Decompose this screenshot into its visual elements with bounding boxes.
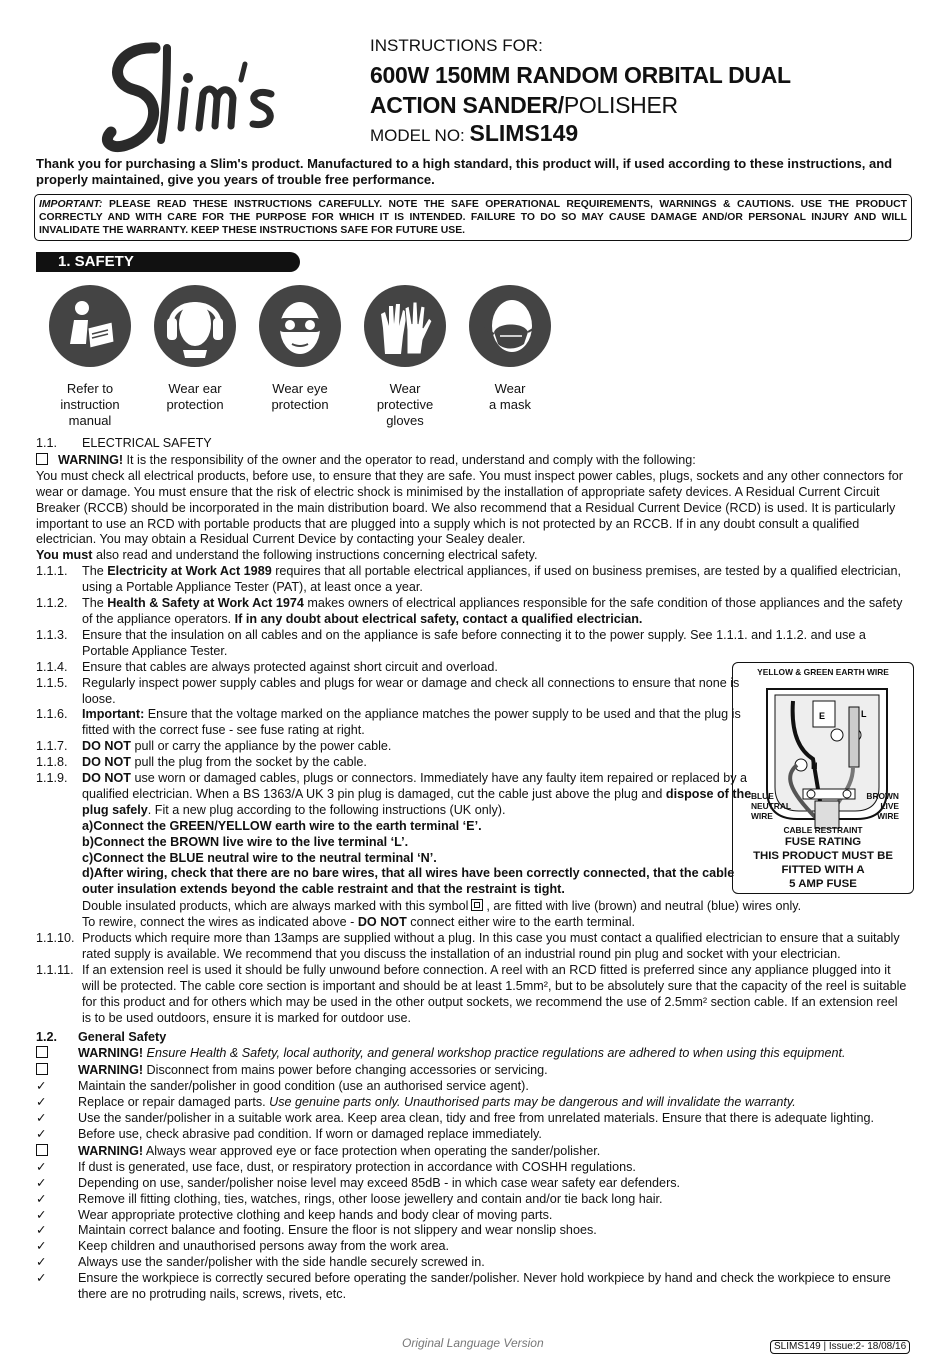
fuse-rating: FUSE RATING THIS PRODUCT MUST BE FITTED WITH A 5 AMP FUSE: [753, 836, 893, 890]
earth-wire-label: YELLOW & GREEN EARTH WIRE: [757, 667, 889, 677]
instructions-for-label: INSTRUCTIONS FOR:: [370, 36, 543, 55]
section-safety-heading: 1. SAFETY: [36, 252, 300, 272]
check-icon: ✓: [36, 1175, 47, 1190]
footer-language: Original Language Version: [402, 1336, 544, 1350]
slims-logo: [95, 28, 315, 158]
wiring-step-b: b)Connect the BROWN live wire to the live terminal ‘L’.: [82, 834, 409, 849]
general-safety-item: ✓ Keep children and unauthorised persons away from the work area.: [36, 1239, 450, 1254]
item-1-1-2: 1.1.2. The Health & Safety at Work Act 1974 makes owners of electrical appliances responsible for the safe condition of those appliances and the safety of the appliance operators. If in any doubt about electrical safety, contact a qualified electrician.: [36, 596, 903, 626]
blue-neutral-label: BLUE NEUTRAL WIRE: [751, 791, 792, 821]
general-safety-item: ✓ Ensure the workpiece is correctly secured before operating the sander/polisher. Never hold workpiece by hand and check the workpiece to ensure there are no protruding nails, screws, rivets, etc.: [36, 1271, 891, 1302]
model-number: MODEL NO: SLIMS149: [370, 120, 579, 146]
general-safety-item: ✓ Depending on use, sander/polisher noise level may exceed 85dB - in which case wear safety ear defenders.: [36, 1175, 681, 1190]
check-icon: ✓: [36, 1223, 47, 1238]
mask-icon: [468, 284, 552, 368]
warning-icon: [36, 453, 48, 465]
thank-you-text: Thank you for purchasing a Slim's product. Manufactured to a high standard, this product will, if used according to these instructions, and properly maintained, give you years of trouble free performance.: [36, 156, 893, 187]
item-1-1-1: 1.1.1. The Electricity at Work Act 1989 requires that all portable electrical appliances, if used on business premises, are tested by a qualified electrician, using a Portable Appliance Tester (PAT), at least once a year.: [36, 564, 902, 595]
item-1-1-3: 1.1.3. Ensure that the insulation on all cables and on the appliance is safe before connecting it to the power supply. See 1.1.1. and 1.1.2. and use a Portable Appliance Tester.: [36, 627, 866, 658]
footer-reference: SLIMS149 | Issue:2- 18/08/16: [770, 1340, 910, 1354]
wiring-step-a: a)Connect the GREEN/YELLOW earth wire to the earth terminal ‘E’.: [82, 818, 482, 833]
electrical-intro: You must check all electrical products, before use, to ensure that they are safe. You must inspect power cables, plugs, sockets and any other connectors for wear or damage. You must ensure that the risk of electric shock is minimised by the installation of appropriate safety devices. A Residual Current Circuit Breaker (RCCB) should be incorporated in the main distribution board. We also recommend that a Residual Current Device (RCD) is used. It is particularly important to use an RCD with portable products that are plugged into a supply which is not protected by an RCCB. If in any doubt consult a qualified electrician. You may obtain a Residual Current Device by contacting your Sealey dealer.: [36, 468, 903, 547]
check-icon: ✓: [36, 1271, 47, 1286]
icon-ear: [145, 284, 245, 413]
icon-caption: Refer to instruction manual: [60, 381, 120, 428]
icon-manual: [40, 284, 140, 429]
general-safety-item: ✓ If dust is generated, use face, dust, or respiratory protection in accordance with COSHH regulations.: [36, 1159, 636, 1174]
check-icon: ✓: [36, 1159, 47, 1174]
icon-caption: Wear a mask: [489, 381, 531, 412]
item-1-1-8: 1.1.8. DO NOT pull the plug from the socket by the cable.: [36, 755, 367, 770]
check-icon: ✓: [36, 1207, 47, 1222]
icon-gloves: [355, 284, 455, 429]
plug-wiring-diagram: [732, 662, 914, 894]
icon-caption: Wear ear protection: [166, 381, 224, 412]
important-notice: IMPORTANT: PLEASE READ THESE INSTRUCTIONS CAREFULLY. NOTE THE SAFE OPERATIONAL REQUIREMENTS, WARNINGS & CAUTIONS. USE THE PRODUCT CORRECTLY AND WITH CARE FOR THE PURPOSE FOR WHICH IT IS INTENDED. FAILURE TO DO SO MAY CAUSE DAMAGE AND/OR PERSONAL INJURY AND WILL INVALIDATE THE WARRANTY. KEEP THESE INSTRUCTIONS SAFE FOR FUTURE USE.: [34, 194, 912, 241]
item-1-1-5: 1.1.5. Regularly inspect power supply cables and plugs for wear or damage and check all connections to ensure that none is loose.: [36, 675, 740, 706]
general-safety-item: ✓ Replace or repair damaged parts. Use genuine parts only. Unauthorised parts may be dangerous and will invalidate the warranty.: [36, 1095, 796, 1110]
warning-icon: [36, 1143, 78, 1160]
product-title: [370, 60, 930, 120]
icon-eye: [250, 284, 350, 413]
item-1-1-6: 1.1.6. Important: Ensure that the voltage marked on the appliance matches the power supply to be used and that the plug is fitted with the correct fuse - see fuse rating at right.: [36, 707, 741, 738]
wiring-step-d: d)After wiring, check that there are no bare wires, that all wires have been correctly connected, that the cable outer insulation extends beyond the cable restraint and that the restraint is tight.: [82, 866, 735, 897]
general-safety-item: WARNING! Ensure Health & Safety, local authority, and general workshop practice regulations are adhered to when using this equipment.: [36, 1045, 910, 1062]
warning-icon: [36, 1045, 78, 1062]
general-safety-item: ✓ Use the sander/polisher in a suitable work area. Keep area clean, tidy and free from unrelated materials. Ensure that there is adequate lighting.: [36, 1111, 874, 1126]
item-1-1-9: 1.1.9. DO NOT use worn or damaged cables, plugs or connectors. Immediately have any faulty item repaired or replaced by a qualified electrician. When a BS 1363/A UK 3 pin plug is damaged, cut the cable just above the plug and dispose of the plug safely. Fit a new plug according to the following instructions (UK only).: [36, 771, 752, 817]
check-icon: ✓: [36, 1191, 47, 1206]
general-safety-item: ✓ Wear appropriate protective clothing and keep hands and body clear of moving parts.: [36, 1207, 553, 1222]
electrical-must: You must also read and understand the following instructions concerning electrical safety.: [36, 548, 538, 563]
svg-text:N: N: [811, 761, 818, 771]
safety-icons: [40, 284, 580, 434]
gloves-icon: [363, 284, 447, 368]
general-safety-item: ✓ Maintain correct balance and footing. Ensure the floor is not slippery and wear nonslip shoes.: [36, 1223, 597, 1238]
warning-icon: [36, 1062, 78, 1079]
check-icon: ✓: [36, 1126, 47, 1141]
check-icon: ✓: [36, 1111, 47, 1126]
electrical-warning: WARNING! It is the responsibility of the owner and the operator to read, understand and comply with the following:: [36, 452, 910, 469]
title-line-2: ACTION SANDER/POLISHER: [370, 92, 678, 118]
svg-text:E: E: [819, 711, 826, 721]
double-insulated-note: Double insulated products, which are always marked with this symbol , are fitted with live (brown) and neutral (blue) wires only.: [82, 899, 802, 914]
check-icon: ✓: [36, 1239, 47, 1254]
general-safety-item: ✓ Remove ill fitting clothing, ties, watches, rings, other loose jewellery and contain and/or tie back long hair.: [36, 1191, 663, 1206]
svg-text:Slim's: Slim's: [95, 28, 98, 29]
item-1-1-11: 1.1.11. If an extension reel is used it should be fully unwound before connection. A reel with an RCD fitted is preferred since any appliance plugged into it will be protected. The cable core section is important and should be at least 1.5mm², but to be absolutely sure that the capacity of the reel is suitable for this product and for others which may be used in the other output sockets, we recommend the use of 2.5mm² section cable. If an extension reel is to be used outdoors, ensure it is marked for outdoor use.: [36, 962, 907, 1025]
general-safety-item: WARNING! Disconnect from mains power before changing accessories or servicing.: [36, 1062, 910, 1079]
title-line-1: 600W 150MM RANDOM ORBITAL DUAL: [370, 62, 791, 88]
check-icon: ✓: [36, 1095, 47, 1110]
general-safety-item: ✓ Always use the sander/polisher with the side handle securely screwed in.: [36, 1255, 485, 1270]
check-icon: ✓: [36, 1079, 47, 1094]
brown-live-label: BROWN LIVE WIRE: [866, 791, 899, 821]
electrical-heading: 1.1. ELECTRICAL SAFETY: [36, 436, 212, 450]
item-1-1-7: 1.1.7. DO NOT pull or carry the appliance by the power cable.: [36, 739, 392, 754]
wiring-step-c: c)Connect the BLUE neutral wire to the neutral terminal ‘N’.: [82, 850, 437, 865]
manual-icon: [48, 284, 132, 368]
general-safety-list: [36, 1045, 910, 1303]
item-1-1-4: 1.1.4. Ensure that cables are always protected against short circuit and overload.: [36, 659, 498, 674]
general-safety-item: ✓ Maintain the sander/polisher in good condition (use an authorised service agent).: [36, 1079, 529, 1094]
cable-restraint-label: CABLE RESTRAINT: [783, 825, 863, 835]
general-safety-item: WARNING! Always wear approved eye or face protection when operating the sander/polisher.: [36, 1143, 910, 1160]
check-icon: ✓: [36, 1255, 47, 1270]
general-safety-item: ✓ Before use, check abrasive pad condition. If worn or damaged replace immediately.: [36, 1126, 542, 1141]
item-1-1-10: 1.1.10. Products which require more than 13amps are supplied without a plug. In this case you must contact a qualified electrician to ensure that a suitably rated supply is available. We recommend that you discuss the installation of an industrial round pin plug and socket with your electrician.: [36, 931, 900, 961]
double-insulated-icon: [471, 899, 483, 911]
icon-mask: [460, 284, 560, 413]
icon-caption: Wear protective gloves: [376, 381, 434, 428]
svg-text:L: L: [861, 709, 867, 719]
ear-protection-icon: [153, 284, 237, 368]
general-heading: 1.2. General Safety: [36, 1029, 167, 1044]
icon-caption: Wear eye protection: [271, 381, 329, 412]
eye-protection-icon: [258, 284, 342, 368]
rewire-note: To rewire, connect the wires as indicated above - DO NOT connect either wire to the earth terminal.: [82, 915, 635, 930]
